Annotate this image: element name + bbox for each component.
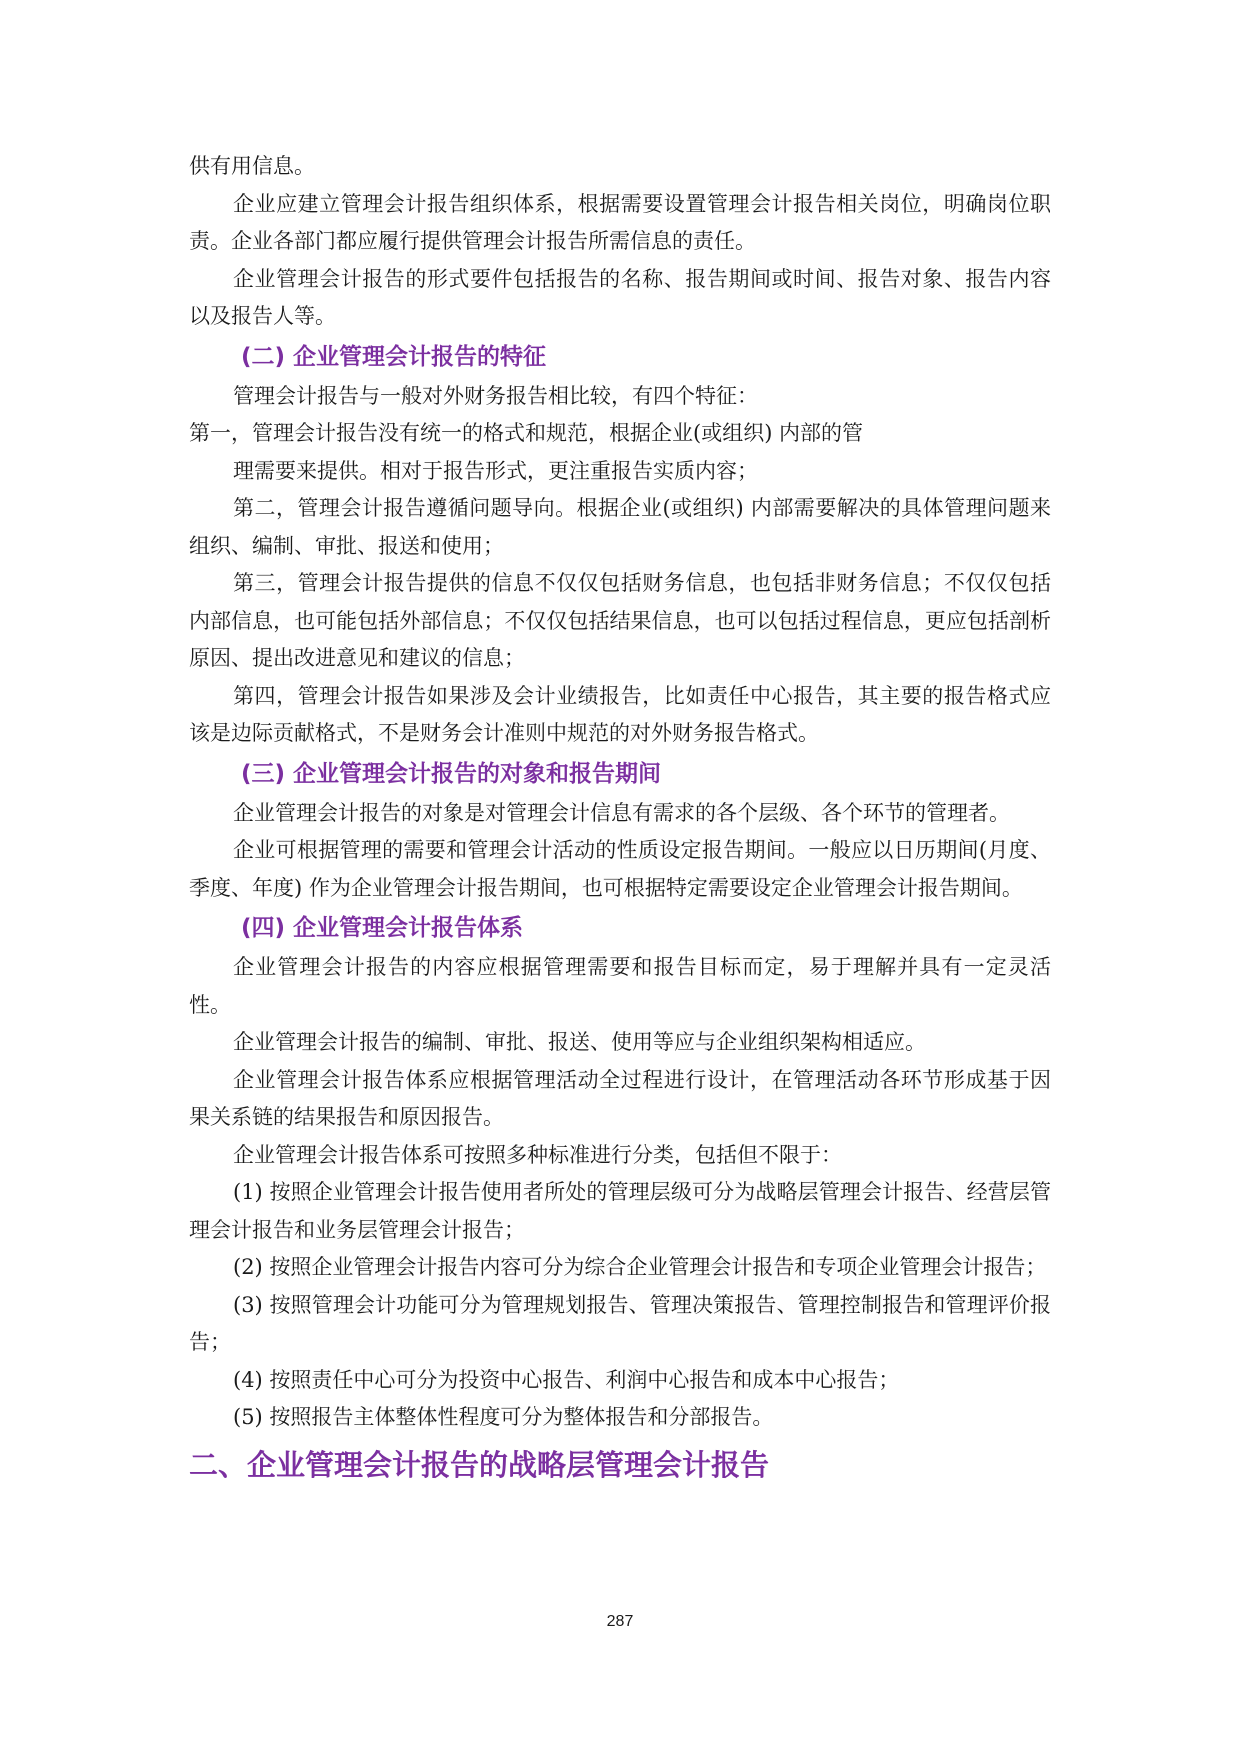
list-item: (4) 按照责任中心可分为投资中心报告、利润中心报告和成本中心报告； [233,1367,900,1392]
paragraph-classification-intro: 企业管理会计报告体系可按照多种标准进行分类，包括但不限于： [233,1142,842,1167]
section-heading-report-system: (四) 企业管理会计报告体系 [241,915,524,941]
paragraph-characteristic-1b: 理需要来提供。相对于报告形式，更注重报告实质内容； [233,458,758,483]
list-item: (1) 按照企业管理会计报告使用者所处的管理层级可分为战略层管理会计报告、经营层管理会计报告和业务层管理会计报告； [189,1180,1051,1242]
paragraph-characteristic-1a: 第一，管理会计报告没有统一的格式和规范，根据企业(或组织) 内部的管 [189,421,864,445]
paragraph-report-objects: 企业管理会计报告的对象是对管理会计信息有需求的各个层级、各个环节的管理者。 [233,800,1010,825]
list-item: (2) 按照企业管理会计报告内容可分为综合企业管理会计报告和专项企业管理会计报告； [233,1255,1047,1279]
section-heading-objects-period: (三) 企业管理会计报告的对象和报告期间 [241,760,662,787]
list-item: (3) 按照管理会计功能可分为管理规划报告、管理决策报告、管理控制报告和管理评价报告； [189,1292,1051,1354]
list-item: (5) 按照报告主体整体性程度可分为整体报告和分部报告。 [233,1405,774,1429]
page-body [189,148,1051,1489]
section-heading-characteristics: (二) 企业管理会计报告的特征 [241,343,547,370]
paragraph-organization-system: 企业应建立管理会计报告组织体系，根据需要设置管理会计报告相关岗位，明确岗位职责。企业各部门都应履行提供管理会计报告所需信息的责任。 [189,191,1051,253]
paragraph-report-content: 企业管理会计报告的内容应根据管理需要和报告目标而定，易于理解并具有一定灵活性。 [189,955,1051,1017]
paragraph-characteristics-intro: 管理会计报告与一般对外财务报告相比较，有四个特征： [233,383,758,408]
chapter-heading: 二、企业管理会计报告的战略层管理会计报告 [189,1447,770,1482]
paragraph-formal-elements: 企业管理会计报告的形式要件包括报告的名称、报告期间或时间、报告对象、报告内容以及报告人等。 [189,266,1051,328]
paragraph-report-workflow: 企业管理会计报告的编制、审批、报送、使用等应与企业组织架构相适应。 [233,1030,926,1054]
paragraph-characteristic-4: 第四，管理会计报告如果涉及会计业绩报告，比如责任中心报告，其主要的报告格式应该是边际贡献格式，不是财务会计准则中规范的对外财务报告格式。 [189,683,1051,745]
paragraph-characteristic-2: 第二，管理会计报告遵循问题导向。根据企业(或组织) 内部需要解决的具体管理问题来组织、编制、审批、报送和使用； [189,496,1051,558]
paragraph-report-period: 企业可根据管理的需要和管理会计活动的性质设定报告期间。一般应以日历期间(月度、季度、年度) 作为企业管理会计报告期间，也可根据特定需要设定企业管理会计报告期间。 [189,838,1051,900]
paragraph-report-design: 企业管理会计报告体系应根据管理活动全过程进行设计，在管理活动各环节形成基于因果关系链的结果报告和原因报告。 [189,1067,1051,1129]
paragraph-continuation: 供有用信息。 [189,154,315,178]
page-number: 287 [606,1613,634,1630]
paragraph-characteristic-3: 第三，管理会计报告提供的信息不仅仅包括财务信息，也包括非财务信息；不仅仅包括内部信息，也可能包括外部信息；不仅仅包括结果信息，也可以包括过程信息，更应包括剖析原因、提出改进意见和建议的信息； [189,571,1051,670]
